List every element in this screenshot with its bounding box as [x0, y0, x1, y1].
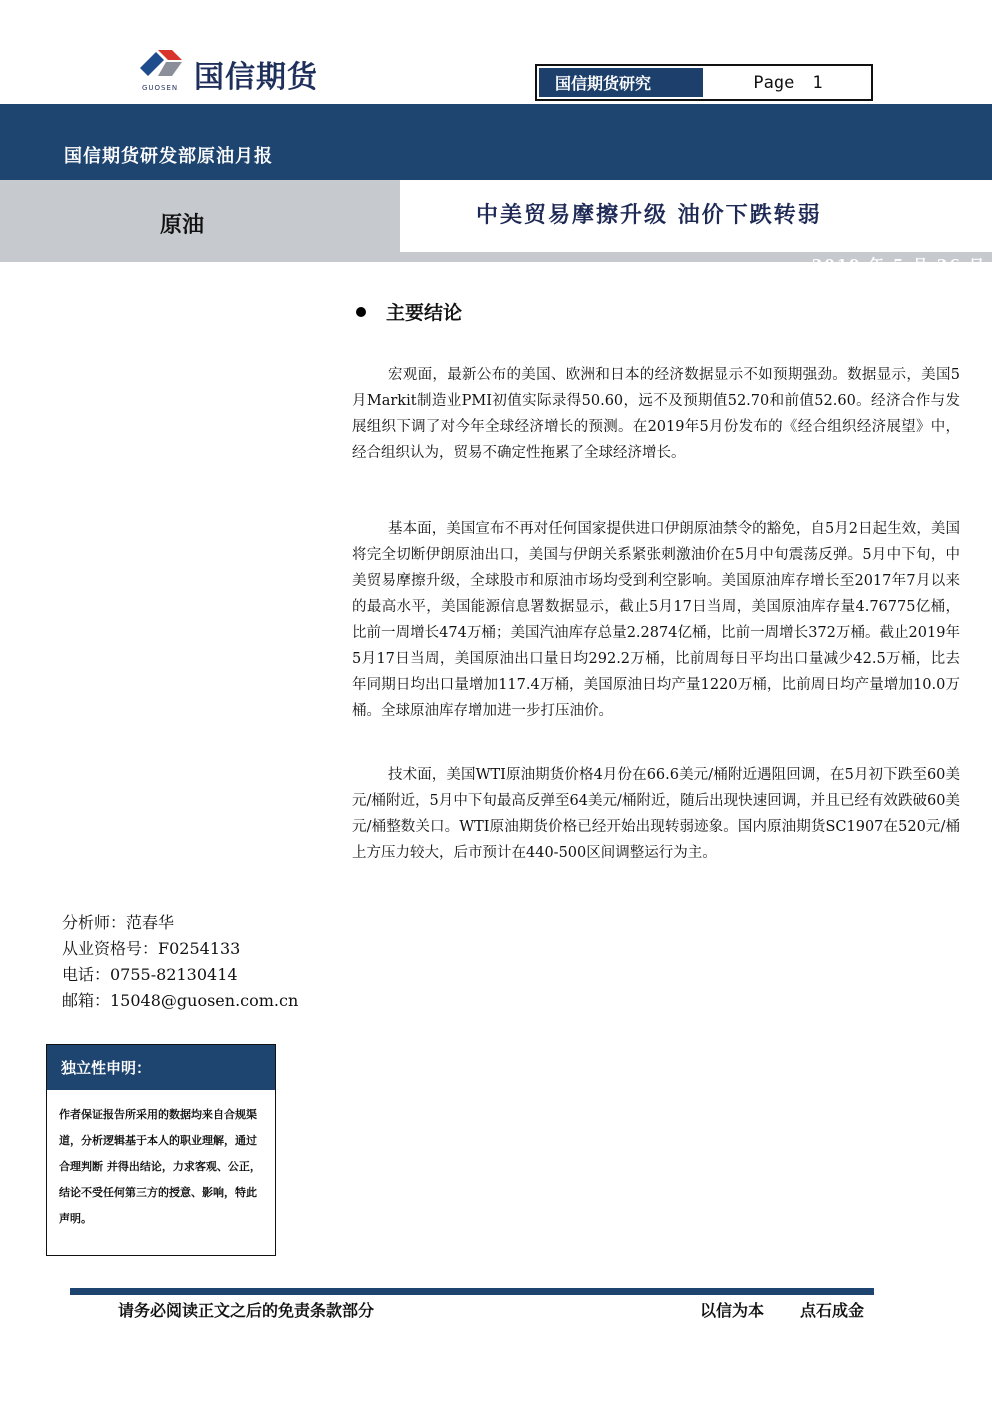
analyst-phone: 电话：0755-82130414 [62, 965, 238, 984]
analyst-email: 邮箱：15048@guosen.com.cn [62, 991, 299, 1010]
section-title: 主要结论 [386, 302, 463, 324]
header-box [535, 64, 873, 101]
section-heading [356, 298, 462, 325]
paragraph-fundamentals: 基本面，美国宣布不再对任何国家提供进口伊朗原油禁令的豁免，自5月2日起生效，美国将完全切断伊朗原油出口，美国与伊朗关系紧张刺激油价在5月中旬震荡反弹。5月中下旬，中美贸易摩擦升级，全球股市和原油市场均受到利空影响。美国原油库存增长至2017年7月以来的最高水平，美国能源信息署数据显示，截止5月17日当周，美国原油库存量4.76775亿桶，比前一周增长474万桶；美国汽油库存总量2.2874亿桶，比前一周增长372万桶。截止2019年5月17日当周，美国原油出口量日均292.2万桶，比前周每日平均出口量减少42.5万桶，比去年同期日均出口量增加117.4万桶，美国原油日均产量1220万桶，比前周日均产量增加10.0万桶。全球原油库存增加进一步打压油价。 [352, 521, 960, 719]
footer-notice: 请务必阅读正文之后的免责条款部分 [118, 1301, 375, 1320]
report-date: 2019 年 5 月 26 日 [811, 256, 986, 274]
analyst-info [62, 910, 298, 1014]
independence-statement [46, 1044, 276, 1256]
logo-mark-icon [138, 48, 190, 84]
motto-2: 点石成金 [800, 1301, 865, 1320]
statement-title: 独立性申明： [47, 1045, 275, 1090]
logo-sub-text: GUOSEN [142, 84, 179, 92]
category-label: 原油 [160, 212, 205, 238]
motto-1: 以信为本 [700, 1301, 765, 1320]
page-label: Page [753, 72, 795, 93]
footer-motto [700, 1298, 864, 1321]
analyst-name: 分析师：范春华 [62, 913, 175, 932]
paragraph-technicals: 技术面，美国WTI原油期货价格4月份在66.6美元/桶附近遇阻回调，在5月初下跌至60美元/桶附近，5月中下旬最高反弹至64美元/桶附近，随后出现快速回调，并且已经有效跌破60美元/桶整数关口。WTI原油期货价格已经开始出现转弱迹象。国内原油期货SC1907在520元/桶上方压力较大，后市预计在440-500区间调整运行为主。 [352, 767, 960, 861]
report-band [0, 104, 992, 180]
bullet-icon [356, 307, 366, 317]
report-title: 国信期货研发部原油月报 [64, 146, 273, 167]
footer-rule [70, 1288, 874, 1295]
paragraph-macro: 宏观面，最新公布的美国、欧洲和日本的经济数据显示不如预期强劲。数据显示，美国5月Markit制造业PMI初值实际录得50.60，远不及预期值52.70和前值52.60。经济合作与发展组织下调了对今年全球经济增长的预测。在2019年5月份发布的《经合组织经济展望》中，经合组织认为，贸易不确定性拖累了全球经济增长。 [352, 367, 960, 461]
dept-label: 国信期货研究 [537, 66, 705, 99]
page-indicator [705, 66, 871, 99]
logo-brand-text: 国信期货 [194, 60, 318, 95]
page-number: 1 [812, 72, 823, 93]
analyst-license: 从业资格号：F0254133 [62, 939, 241, 958]
headline: 中美贸易摩擦升级 油价下跌转弱 [476, 202, 822, 228]
banner [0, 180, 992, 262]
company-logo [138, 44, 378, 98]
statement-body: 作者保证报告所采用的数据均来自合规渠道，分析逻辑基于本人的职业理解，通过合理判断 并得出结论，力求客观、公正，结论不受任何第三方的授意、影响，特此声明。 [59, 1108, 261, 1225]
